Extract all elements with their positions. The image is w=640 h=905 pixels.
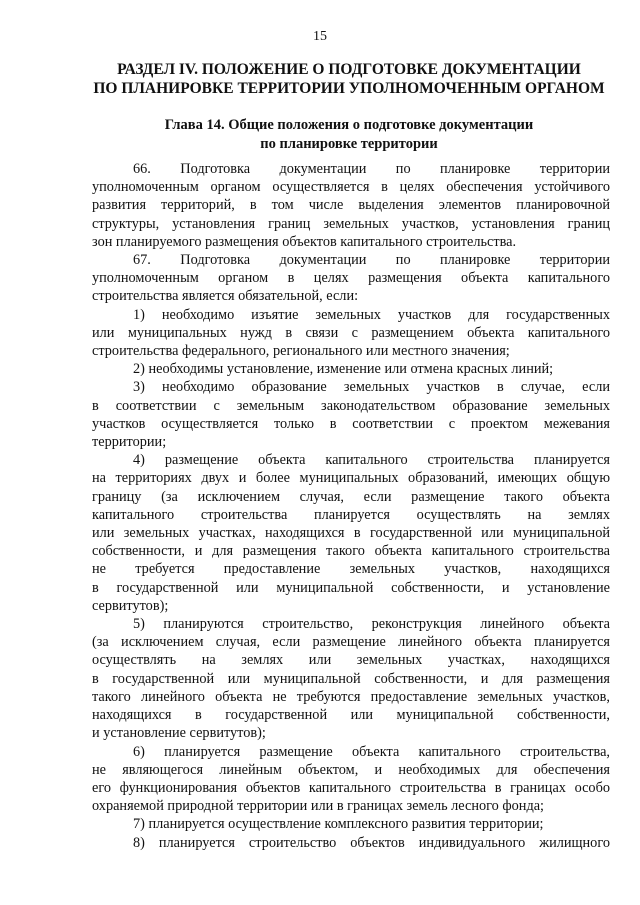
paragraph-p66 [92, 160, 610, 251]
paragraph-line: или земельных участках, находящихся в государственной или муниципальной [92, 525, 610, 542]
paragraph-line: участков осуществляется только в соответствии с проектом межевания [92, 415, 610, 432]
paragraph-item7 [92, 815, 610, 833]
paragraph-item3 [92, 378, 610, 451]
paragraph-line: не требуется предоставление земельных участков, находящихся [92, 561, 610, 578]
paragraph-line: охраняемой природной территории или в границах земель лесного фонда; [92, 798, 545, 815]
paragraph-line: собственности, и для размещения такого объекта капитального строительства [92, 543, 610, 560]
paragraph-item4 [92, 451, 610, 615]
paragraph-line: находящихся в государственной или муниципальной собственности, [92, 707, 610, 724]
document-body [92, 160, 610, 852]
paragraph-line: такого линейного объекта не требуются предоставление земельных участков, [92, 688, 610, 705]
paragraph-line: капитального строительства планируется осуществлять на землях [92, 506, 610, 523]
paragraph-line: 67. Подготовка документации по планировке территории [133, 252, 610, 269]
paragraph-item6 [92, 743, 610, 816]
paragraph-line: уполномоченным органом в целях размещения объекта капитального [92, 270, 610, 287]
paragraph-line: и установление сервитутов); [92, 725, 266, 742]
paragraph-line: на территориях двух и более муниципальных образований, имеющих общую [92, 470, 610, 487]
paragraph-line: (за исключением случая, если размещение линейного объекта планируется [92, 634, 610, 651]
paragraph-line: 6) планируется размещение объекта капитального строительства, [133, 743, 610, 760]
paragraph-line: или муниципальных нужд в связи с размещением объекта капитального [92, 324, 610, 341]
paragraph-p67 [92, 251, 610, 306]
paragraph-line: 8) планируется строительство объектов индивидуального жилищного [133, 834, 610, 851]
paragraph-line: территории; [92, 434, 167, 451]
paragraph-line: 7) планируется осуществление комплексного развития территории; [133, 816, 544, 833]
paragraph-item1 [92, 306, 610, 361]
paragraph-line: сервитутов); [92, 597, 169, 614]
paragraph-line: 1) необходимо изъятие земельных участков для государственных [133, 306, 610, 323]
paragraph-line: строительства является обязательной, если: [92, 288, 359, 305]
paragraph-line: зон планируемого размещения объектов капитального строительства. [92, 233, 517, 250]
paragraph-line: не являющегося линейным объектом, и необходимых для обеспечения [92, 761, 610, 778]
paragraph-line: осуществлять на землях или земельных участках, находящихся [92, 652, 610, 669]
paragraph-line: в государственной или муниципальной собственности, и установление [92, 579, 610, 596]
paragraph-item5 [92, 615, 610, 742]
chapter-title-line: по планировке территории [260, 135, 438, 152]
paragraph-line: 5) планируются строительство, реконструкция линейного объекта [133, 616, 610, 633]
paragraph-line: строительства федерального, регионального или местного значения; [92, 343, 510, 360]
paragraph-line: 66. Подготовка документации по планировке территории [133, 161, 610, 177]
section-title-line: РАЗДЕЛ IV. ПОЛОЖЕНИЕ О ПОДГОТОВКЕ ДОКУМЕНТАЦИИ [117, 61, 581, 78]
paragraph-line: структуры, установления границ земельных участков, установления границ [92, 215, 610, 232]
paragraph-item2 [92, 360, 610, 378]
paragraph-line: 3) необходимо образование земельных участков в случае, если [133, 379, 610, 396]
paragraph-line: уполномоченным органом осуществляется в целях обеспечения устойчивого [92, 179, 610, 196]
page-number: 15 [313, 29, 327, 44]
paragraph-line: в государственной или муниципальной собственности, и для размещения [92, 670, 610, 687]
paragraph-line: 2) необходимы установление, изменение или отмена красных линий; [133, 361, 554, 378]
section-title-line: ПО ПЛАНИРОВКЕ ТЕРРИТОРИИ УПОЛНОМОЧЕННЫМ ОРГАНОМ [93, 80, 605, 97]
paragraph-line: развития территорий, в том числе выделения элементов планировочной [92, 197, 610, 214]
chapter-title [84, 116, 614, 153]
paragraph-line: 4) размещение объекта капитального строительства планируется [133, 452, 610, 469]
paragraph-line: в соответствии с земельным законодательством образование земельных [92, 397, 610, 414]
paragraph-line: его функционирования объектов капитального строительства в границах особо [92, 779, 610, 796]
chapter-title-line: Глава 14. Общие положения о подготовке документации [164, 117, 534, 133]
section-title [84, 60, 614, 98]
paragraph-item8 [92, 834, 610, 852]
paragraph-line: границу (за исключением случая, если размещение такого объекта [92, 488, 610, 505]
